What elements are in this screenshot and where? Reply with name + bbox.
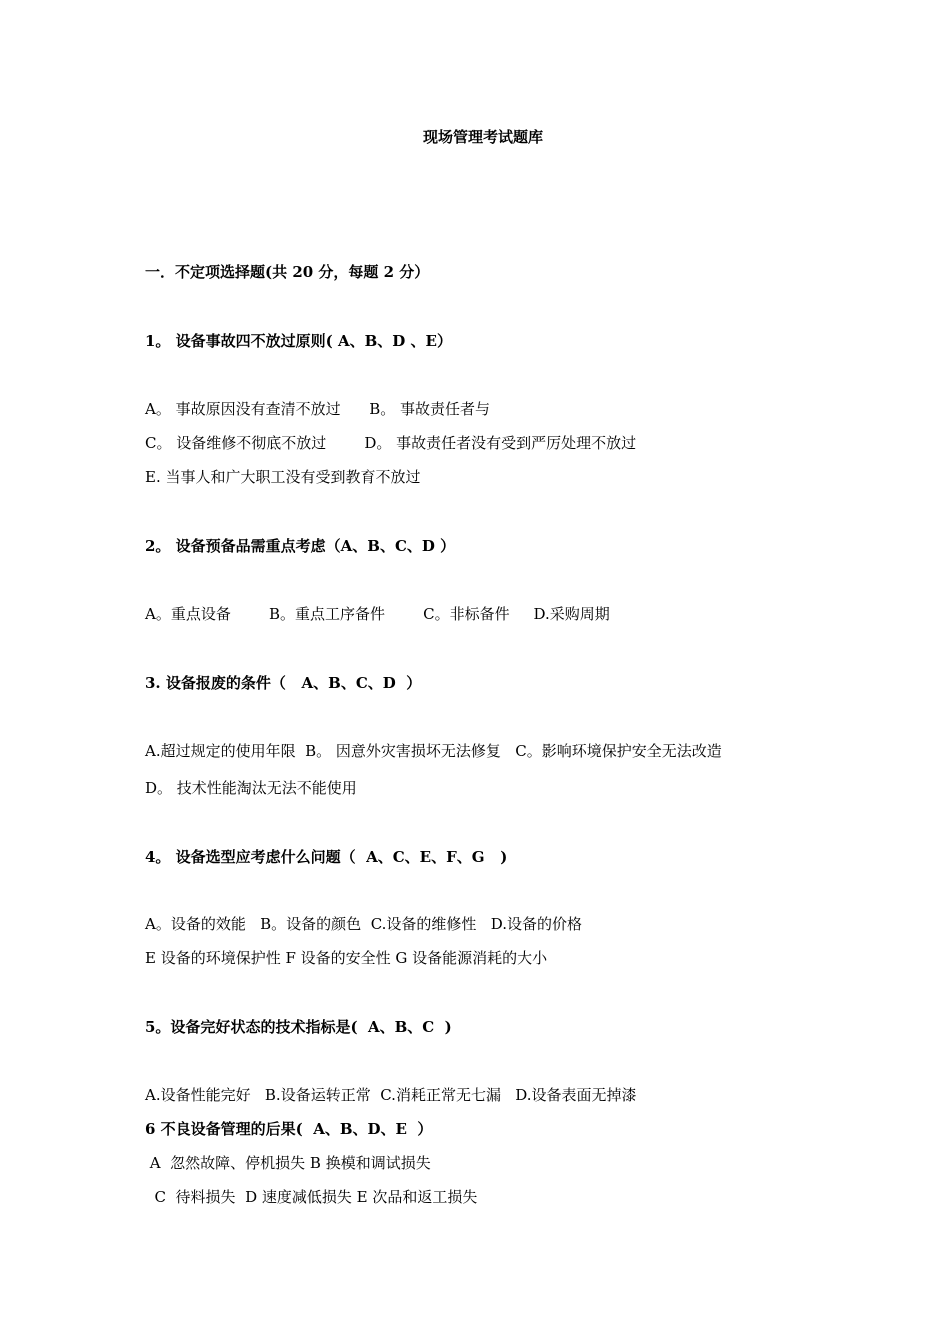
question-5-stem: 5。设备完好状态的技术指标是( A、B、C )	[145, 1018, 452, 1036]
question-3-stem: 3. 设备报废的条件（ A、B、C、D ）	[145, 674, 422, 692]
question-2-options-line-1: A。重点设备 B。重点工序备件 C。非标备件 D.采购周期	[145, 605, 610, 623]
question-3-options-line-2: D。 技术性能淘汰无法不能使用	[145, 779, 357, 797]
question-1-stem: 1。 设备事故四不放过原则( A、B、D 、E）	[145, 332, 452, 350]
question-1-options-line-2: C。 设备维修不彻底不放过 D。 事故责任者没有受到严厉处理不放过	[145, 434, 637, 452]
question-3-options-line-1: A.超过规定的使用年限 B。 因意外灾害损坏无法修复 C。影响环境保护安全无法改造	[145, 742, 722, 760]
question-1-options-line-3: E. 当事人和广大职工没有受到教育不放过	[145, 468, 421, 486]
question-4-options-line-1: A。设备的效能 B。设备的颜色 C.设备的维修性 D.设备的价格	[145, 915, 582, 933]
question-6-stem: 6 不良设备管理的后果( A、B、D、E ）	[145, 1120, 433, 1138]
question-4-stem: 4。 设备选型应考虑什么问题（ A、C、E、F、G )	[145, 848, 508, 866]
question-6-options-line-2: C 待料损失 D 速度减低损失 E 次品和返工损失	[145, 1188, 478, 1206]
question-5-options-line-1: A.设备性能完好 B.设备运转正常 C.消耗正常无七漏 D.设备表面无掉漆	[145, 1086, 637, 1104]
question-2-stem: 2。 设备预备品需重点考虑（A、B、C、D ）	[145, 537, 456, 555]
question-4-options-line-2: E 设备的环境保护性 F 设备的安全性 G 设备能源消耗的大小	[145, 949, 548, 967]
section-heading: 一．不定项选择题(共 20 分，每题 2 分）	[145, 263, 430, 281]
document-title: 现场管理考试题库	[422, 128, 543, 146]
question-6-options-line-1: A 忽然故障、停机损失 B 换模和调试损失	[145, 1154, 431, 1172]
question-1-options-line-1: A。 事故原因没有查清不放过 B。 事故责任者与	[145, 400, 491, 418]
